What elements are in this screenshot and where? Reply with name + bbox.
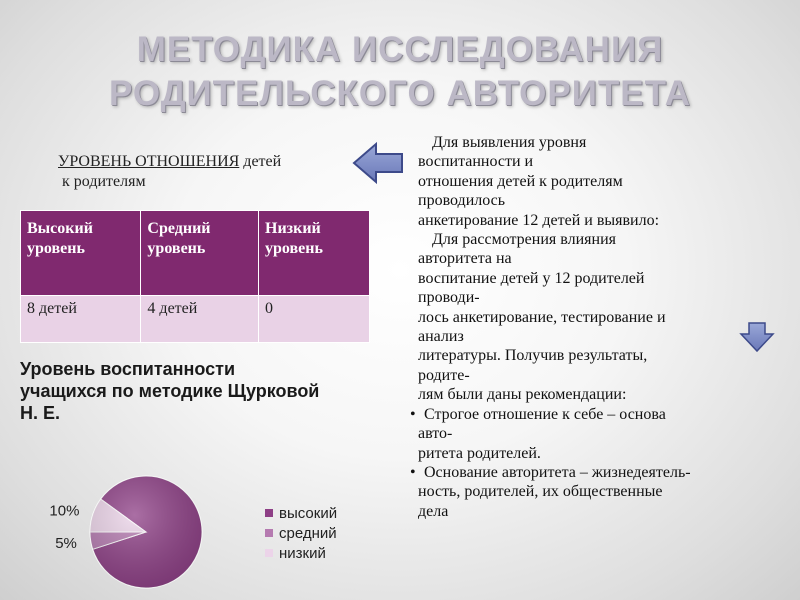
text-line: проводилось — [418, 192, 506, 210]
legend-label: средний — [279, 524, 337, 542]
relation-underlined: УРОВЕНЬ ОТНОШЕНИЯ — [58, 153, 240, 170]
text-line: Для выявления уровня — [432, 134, 587, 151]
pie-chart — [49, 460, 460, 600]
relation-rest: детей — [239, 153, 282, 170]
text-line: лям были даны рекомендации: — [418, 386, 627, 404]
text-line: литературы. Получив результаты, — [418, 347, 648, 365]
relation-line2: к родителям — [62, 173, 146, 190]
text-line: проводи- — [418, 289, 480, 307]
slide-title-line1: МЕТОДИКА ИССЛЕДОВАНИЯ — [136, 30, 664, 69]
legend-swatch — [265, 549, 273, 557]
text-line: дела — [418, 502, 449, 520]
chart-title: Уровень воспитанности учащихся по методике Щурковой Н. Е. — [20, 359, 320, 423]
text-line: анализ — [418, 328, 464, 346]
description-text — [418, 133, 790, 521]
text-line: лось анкетирование, тестирование и — [418, 308, 666, 326]
legend-swatch — [265, 509, 273, 517]
slide-title-line2: РОДИТЕЛЬСКОГО АВТОРИТЕТА — [108, 74, 692, 113]
relation-heading — [58, 152, 358, 192]
table-header-cell: Низкий уровень — [259, 211, 370, 296]
text-line: авторитета на — [418, 250, 512, 268]
text-line: авто- — [418, 425, 453, 443]
legend-item — [265, 503, 337, 523]
text-line: ность, родителей, их общественные — [418, 483, 663, 501]
text-line: Для рассмотрения влияния — [432, 231, 616, 249]
bullet-line: • Основание авторитета – жизнедеятель- — [418, 463, 790, 482]
legend-label: низкий — [279, 544, 326, 562]
table-header-row — [21, 211, 370, 296]
chart-legend — [265, 503, 337, 563]
table-cell: 0 — [259, 296, 370, 343]
levels-table — [20, 210, 370, 343]
legend-label: высокий — [279, 504, 338, 522]
bullet-line: • Строгое отношение к себе – основа — [418, 405, 790, 424]
text-line: ритета родителей. — [418, 444, 541, 462]
slide-title — [0, 28, 800, 116]
table-header-cell: Средний уровень — [141, 211, 259, 296]
arrow-left-icon — [352, 142, 404, 184]
table-cell: 4 детей — [141, 296, 259, 343]
table-header-cell: Высокий уровень — [21, 211, 141, 296]
table-row — [21, 296, 370, 343]
legend-item — [265, 543, 337, 563]
text-line: отношения детей к родителям — [418, 172, 623, 190]
legend-item — [265, 523, 337, 543]
text-line: воспитание детей у 12 родителей — [418, 269, 645, 287]
text-line: анкетирование 12 детей и выявило: — [418, 211, 660, 229]
text-line: родите- — [418, 366, 470, 384]
pie-data-label: 5% — [55, 534, 77, 552]
legend-swatch — [265, 529, 273, 537]
text-line: воспитанности и — [418, 153, 534, 171]
pie-data-label: 10% — [49, 502, 80, 520]
table-cell: 8 детей — [21, 296, 141, 343]
